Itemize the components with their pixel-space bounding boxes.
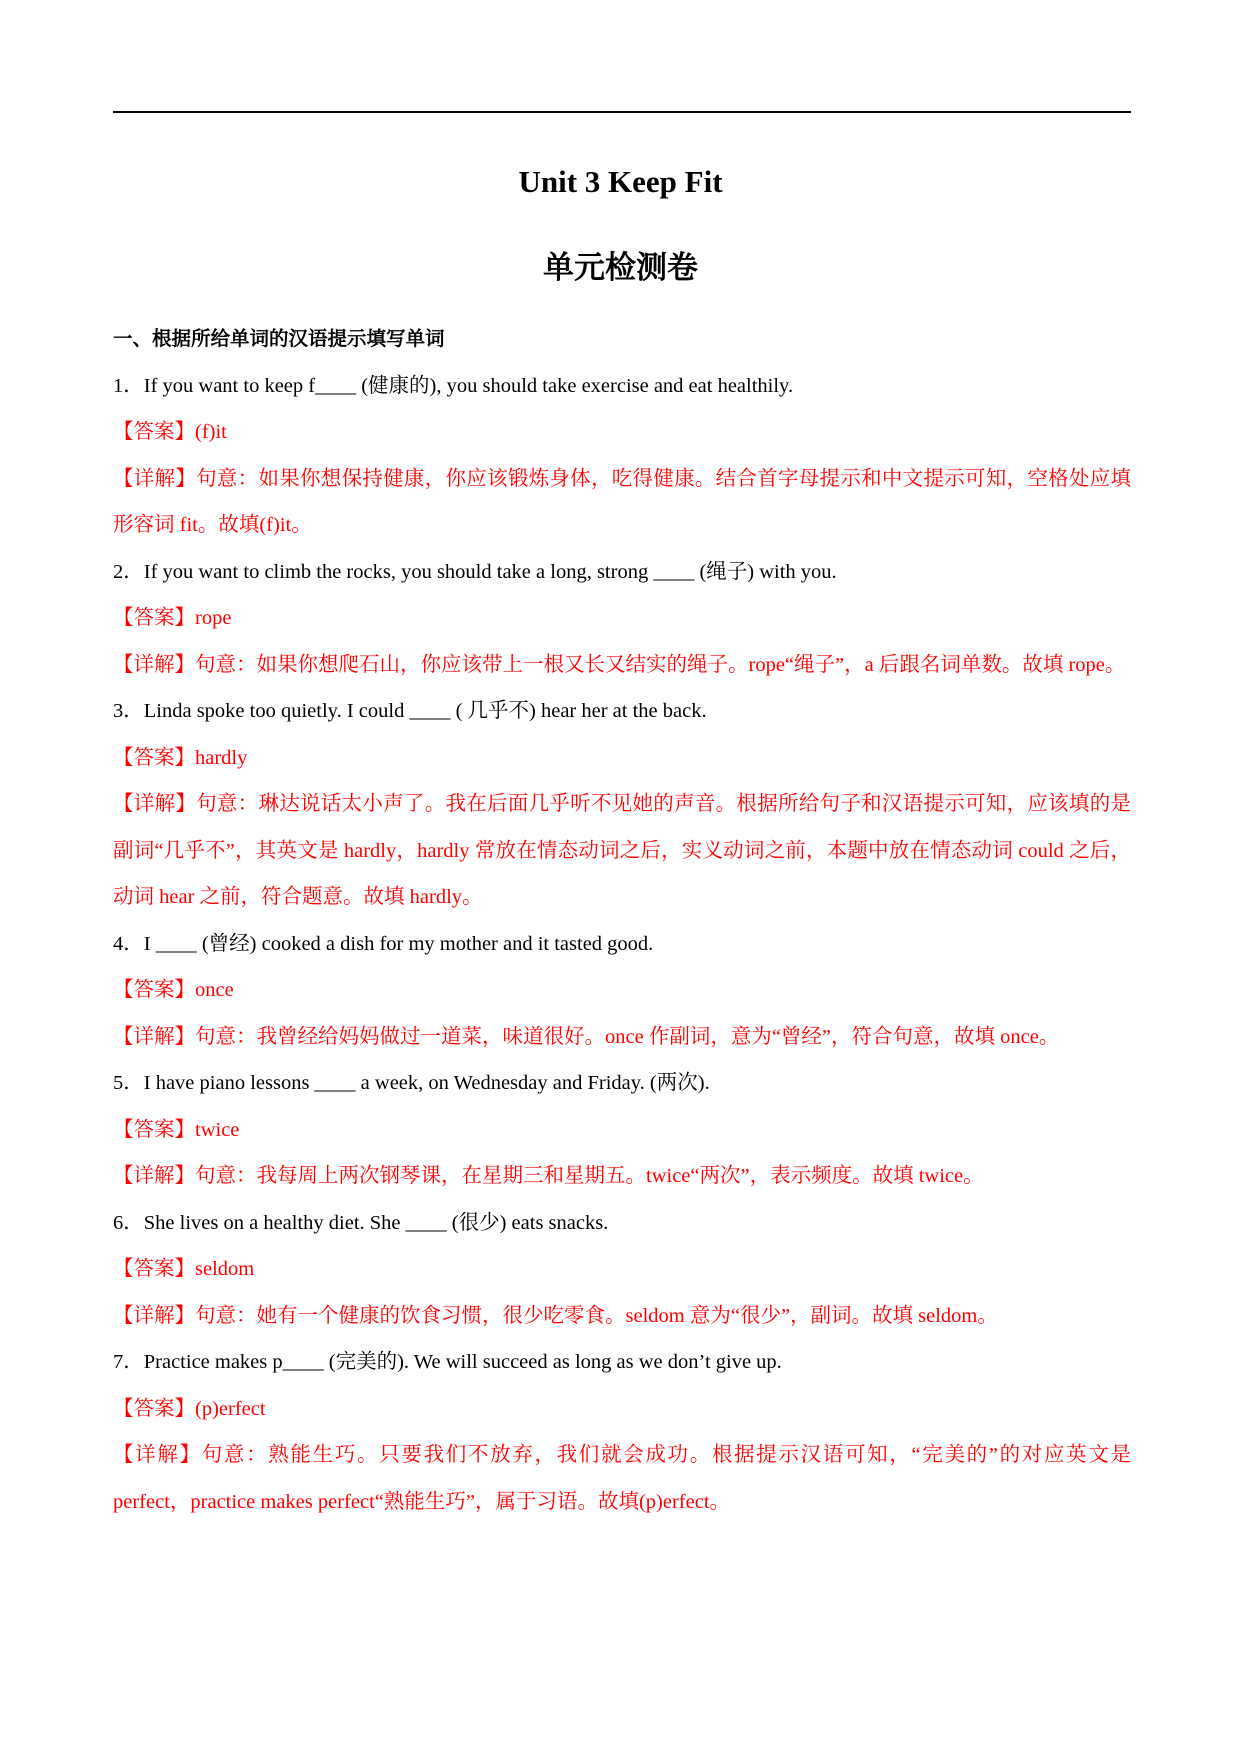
explanation (113, 1014, 1131, 1061)
answer-text: once (195, 979, 234, 1001)
answer-tag: 【答案】 (113, 607, 195, 629)
explanation (113, 456, 1131, 549)
answer-line (113, 409, 1131, 456)
explanation-text: 句意：熟能生巧。只要我们不放弃，我们就会成功。根据提示汉语可知，“完美的”的对应英文是 perfect，practice makes perfect“熟能生巧”，属于习语。故填(p)erfect。 (113, 1444, 1132, 1513)
explanation-text: 句意：琳达说话太小声了。我在后面几乎听不见她的声音。根据所给句子和汉语提示可知，应该填的是副词“几乎不”，其英文是 hardly，hardly 常放在情态动词之后，实义动词之前，本题中放在情态动词 could 之后，动词 hear 之前，符合题意。故填 hardly。 (113, 793, 1131, 908)
answer-line (113, 1246, 1131, 1293)
question-text: 7．Practice makes p____ (完美的). We will succeed as long as we don’t give up. (113, 1351, 782, 1373)
explain-tag: 【详解】 (113, 1304, 195, 1327)
question-text: 4．I ____ (曾经) cooked a dish for my mother and it tasted good. (113, 932, 654, 955)
answer-text: (p)erfect (195, 1397, 266, 1420)
question-text: 5．I have piano lessons ____ a week, on Wednesday and Friday. (两次). (113, 1072, 710, 1094)
question-text: 1．If you want to keep f____ (健康的), you should take exercise and eat healthily. (113, 374, 794, 397)
exercise-item-1 (113, 363, 1131, 549)
exercise-item-2 (113, 549, 1131, 689)
answer-line (113, 735, 1131, 782)
explanation (113, 1293, 1131, 1340)
answer-text: seldom (195, 1258, 255, 1280)
explanation-text: 句意：如果你想保持健康，你应该锻炼身体，吃得健康。结合首字母提示和中文提示可知，空格处应填形容词 fit。故填(f)it。 (113, 467, 1131, 536)
answer-text: (f)it (195, 421, 227, 443)
answer-line (113, 1386, 1131, 1433)
explanation (113, 642, 1131, 689)
exercise-item-3 (113, 688, 1131, 921)
answer-tag: 【答案】 (113, 1118, 195, 1141)
document-title: Unit 3 Keep Fit (518, 164, 723, 199)
document-body (113, 316, 1131, 1525)
header-rule (113, 111, 1131, 113)
answer-text: hardly (195, 746, 248, 769)
answer-tag: 【答案】 (113, 1258, 195, 1280)
answer-tag: 【答案】 (113, 746, 195, 769)
explanation (113, 1432, 1131, 1525)
explanation-text: 句意：如果你想爬石山，你应该带上一根又长又结实的绳子。rope“绳子”，a 后跟名词单数。故填 rope。 (195, 653, 1126, 676)
explanation-text: 句意：我曾经给妈妈做过一道菜，味道很好。once 作副词，意为“曾经”，符合句意，故填 once。 (195, 1025, 1060, 1048)
explanation (113, 1153, 1131, 1200)
exercise-item-7 (113, 1339, 1131, 1525)
explain-tag: 【详解】 (113, 467, 197, 490)
explain-tag: 【详解】 (113, 1444, 202, 1466)
answer-tag: 【答案】 (113, 1397, 195, 1420)
answer-text: twice (195, 1118, 240, 1141)
explain-tag: 【详解】 (113, 793, 197, 815)
question-text: 3．Linda spoke too quietly. I could ____ ( 几乎不) hear her at the back. (113, 700, 707, 722)
exercise-item-6 (113, 1200, 1131, 1340)
question-text: 6．She lives on a healthy diet. She ____ (很少) eats snacks. (113, 1211, 609, 1234)
answer-line (113, 595, 1131, 642)
answer-text: rope (195, 607, 232, 629)
section-heading: 一、根据所给单词的汉语提示填写单词 (113, 327, 445, 350)
document-subtitle: 单元检测卷 (543, 250, 698, 286)
explain-tag: 【详解】 (113, 1025, 195, 1048)
exercise-item-5 (113, 1060, 1131, 1200)
answer-tag: 【答案】 (113, 421, 195, 443)
answer-tag: 【答案】 (113, 979, 195, 1001)
explanation-text: 句意：她有一个健康的饮食习惯，很少吃零食。seldom 意为“很少”，副词。故填 seldom。 (195, 1304, 998, 1327)
explanation-text: 句意：我每周上两次钢琴课，在星期三和星期五。twice“两次”，表示频度。故填 twice。 (195, 1165, 984, 1187)
answer-line (113, 967, 1131, 1014)
answer-line (113, 1107, 1131, 1154)
explanation (113, 781, 1131, 921)
question-text: 2．If you want to climb the rocks, you should take a long, strong ____ (绳子) with you. (113, 560, 837, 583)
exercise-item-4 (113, 921, 1131, 1061)
explain-tag: 【详解】 (113, 653, 195, 676)
explain-tag: 【详解】 (113, 1165, 195, 1187)
